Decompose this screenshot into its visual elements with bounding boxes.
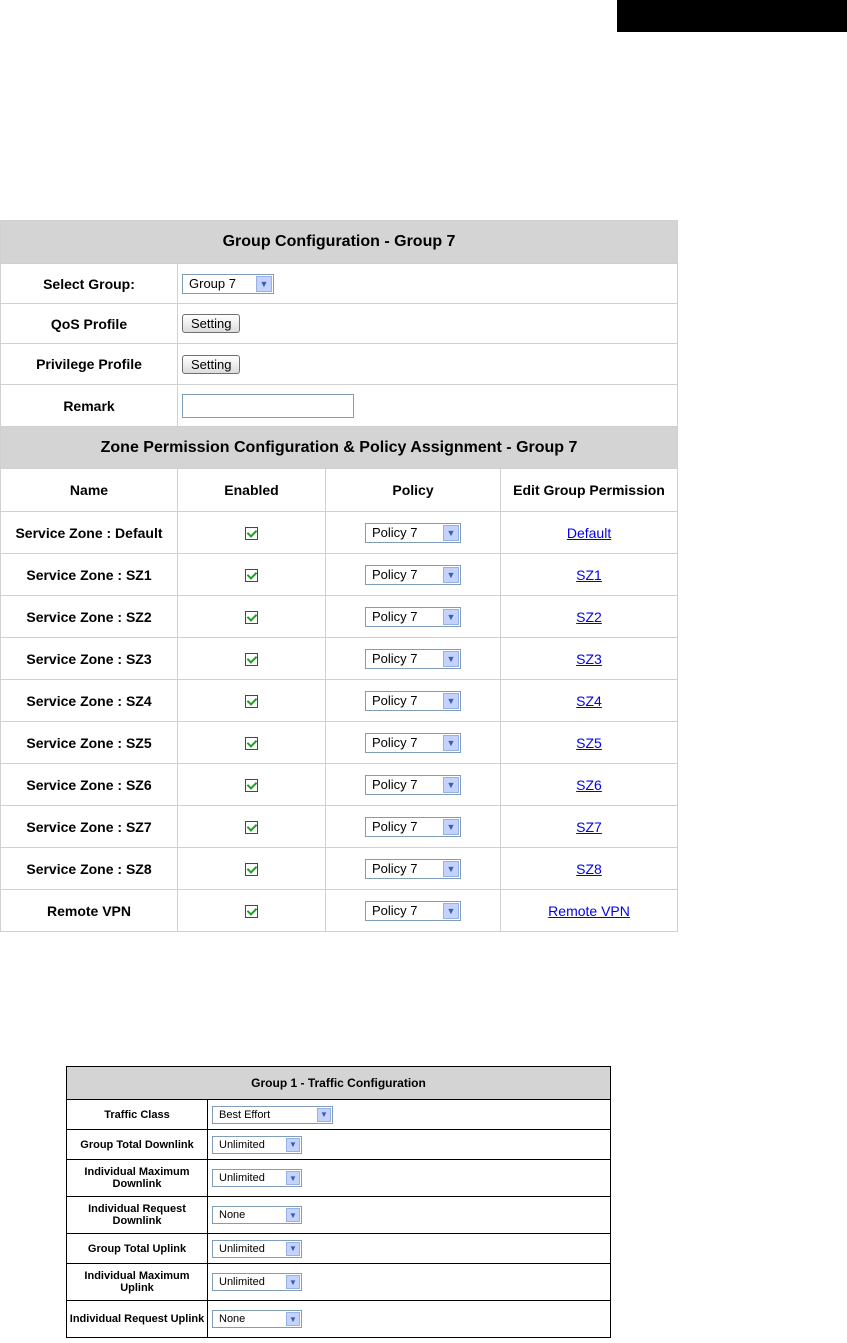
- traffic-dropdown[interactable]: [212, 1206, 302, 1224]
- qos-profile-row: [1, 304, 678, 344]
- traffic-value: None: [219, 1313, 246, 1325]
- table-row: [67, 1197, 611, 1234]
- table-row: [1, 848, 678, 890]
- edit-permission-link[interactable]: SZ3: [576, 650, 602, 667]
- qos-profile-label: QoS Profile: [1, 304, 178, 344]
- policy-value: Policy 7: [372, 819, 418, 834]
- chevron-down-icon: ▼: [443, 819, 459, 835]
- policy-value: Policy 7: [372, 735, 418, 750]
- traffic-dropdown[interactable]: [212, 1310, 302, 1328]
- column-header-enabled: Enabled: [178, 469, 326, 512]
- edit-permission-link[interactable]: SZ8: [576, 860, 602, 877]
- traffic-configuration-table: [66, 1066, 611, 1338]
- traffic-label: Group Total Downlink: [67, 1130, 208, 1160]
- table-row: [67, 1100, 611, 1130]
- policy-value: Policy 7: [372, 525, 418, 540]
- chevron-down-icon: ▼: [443, 735, 459, 751]
- chevron-down-icon: ▼: [443, 525, 459, 541]
- select-group-row: [1, 264, 678, 304]
- table-row: [1, 554, 678, 596]
- enabled-checkbox[interactable]: [245, 653, 258, 666]
- zone-config-header: [1, 427, 678, 469]
- edit-permission-link[interactable]: SZ7: [576, 818, 602, 835]
- table-row: [67, 1234, 611, 1264]
- policy-dropdown[interactable]: [365, 775, 461, 795]
- table-row: [1, 638, 678, 680]
- remark-row: [1, 385, 678, 427]
- edit-permission-link[interactable]: SZ5: [576, 734, 602, 751]
- policy-dropdown[interactable]: [365, 649, 461, 669]
- zone-name: Service Zone : SZ4: [1, 680, 178, 722]
- policy-value: Policy 7: [372, 777, 418, 792]
- policy-dropdown[interactable]: [365, 607, 461, 627]
- traffic-config-header: [67, 1067, 611, 1100]
- edit-permission-link[interactable]: SZ2: [576, 608, 602, 625]
- enabled-checkbox[interactable]: [245, 569, 258, 582]
- enabled-checkbox[interactable]: [245, 527, 258, 540]
- table-row: [1, 722, 678, 764]
- table-row: [67, 1301, 611, 1338]
- policy-value: Policy 7: [372, 567, 418, 582]
- policy-dropdown[interactable]: [365, 817, 461, 837]
- chevron-down-icon: ▼: [443, 777, 459, 793]
- group-configuration-table: [0, 220, 678, 932]
- chevron-down-icon: ▼: [256, 276, 272, 292]
- group-config-title: Group Configuration - Group 7: [1, 221, 678, 264]
- select-group-dropdown[interactable]: [182, 274, 274, 294]
- chevron-down-icon: ▼: [443, 693, 459, 709]
- zone-config-title: Zone Permission Configuration & Policy Assignment - Group 7: [1, 427, 678, 469]
- remark-input[interactable]: [182, 394, 354, 418]
- zone-name: Service Zone : Default: [1, 512, 178, 554]
- chevron-down-icon: ▼: [286, 1242, 300, 1256]
- chevron-down-icon: ▼: [286, 1171, 300, 1185]
- policy-dropdown[interactable]: [365, 901, 461, 921]
- zone-name: Service Zone : SZ5: [1, 722, 178, 764]
- zone-name: Service Zone : SZ7: [1, 806, 178, 848]
- table-row: [67, 1130, 611, 1160]
- enabled-checkbox[interactable]: [245, 821, 258, 834]
- policy-dropdown[interactable]: [365, 733, 461, 753]
- table-row: [67, 1264, 611, 1301]
- traffic-label: Individual Request Downlink: [67, 1197, 208, 1234]
- privilege-setting-button[interactable]: Setting: [182, 355, 240, 374]
- policy-value: Policy 7: [372, 693, 418, 708]
- table-row: [1, 806, 678, 848]
- traffic-config-title: Group 1 - Traffic Configuration: [67, 1067, 611, 1100]
- traffic-label: Traffic Class: [67, 1100, 208, 1130]
- edit-permission-link[interactable]: SZ6: [576, 776, 602, 793]
- column-header-edit-permission: Edit Group Permission: [501, 469, 678, 512]
- enabled-checkbox[interactable]: [245, 779, 258, 792]
- table-row: [1, 764, 678, 806]
- traffic-label: Individual Request Uplink: [67, 1301, 208, 1338]
- traffic-value: Best Effort: [219, 1108, 271, 1121]
- zone-name: Service Zone : SZ3: [1, 638, 178, 680]
- policy-value: Policy 7: [372, 651, 418, 666]
- table-row: [67, 1160, 611, 1197]
- traffic-dropdown[interactable]: [212, 1136, 302, 1154]
- zone-name: Service Zone : SZ6: [1, 764, 178, 806]
- chevron-down-icon: ▼: [443, 567, 459, 583]
- traffic-label: Individual Maximum Downlink: [67, 1160, 208, 1197]
- enabled-checkbox[interactable]: [245, 611, 258, 624]
- zone-name: Service Zone : SZ2: [1, 596, 178, 638]
- traffic-value: Unlimited: [219, 1276, 265, 1288]
- chevron-down-icon: ▼: [443, 903, 459, 919]
- select-group-value: Group 7: [189, 276, 236, 291]
- chevron-down-icon: ▼: [286, 1138, 300, 1152]
- policy-dropdown[interactable]: [365, 691, 461, 711]
- traffic-dropdown[interactable]: [212, 1169, 302, 1187]
- table-row: [1, 890, 678, 932]
- table-row: [1, 680, 678, 722]
- policy-value: Policy 7: [372, 903, 418, 918]
- traffic-dropdown[interactable]: [212, 1273, 302, 1291]
- enabled-checkbox[interactable]: [245, 905, 258, 918]
- policy-dropdown[interactable]: [365, 859, 461, 879]
- edit-permission-link[interactable]: SZ1: [576, 566, 602, 583]
- remark-label: Remark: [1, 385, 178, 427]
- privilege-profile-row: [1, 344, 678, 385]
- policy-value: Policy 7: [372, 861, 418, 876]
- chevron-down-icon: ▼: [443, 609, 459, 625]
- enabled-checkbox[interactable]: [245, 695, 258, 708]
- traffic-value: Unlimited: [219, 1138, 265, 1151]
- traffic-dropdown[interactable]: [212, 1240, 302, 1258]
- page-corner-tab: [617, 0, 847, 32]
- traffic-dropdown[interactable]: [212, 1106, 333, 1124]
- traffic-value: None: [219, 1209, 246, 1221]
- traffic-label: Individual Maximum Uplink: [67, 1264, 208, 1301]
- privilege-profile-label: Privilege Profile: [1, 344, 178, 385]
- table-row: [1, 596, 678, 638]
- zone-name: Service Zone : SZ8: [1, 848, 178, 890]
- zone-name: Remote VPN: [1, 890, 178, 932]
- select-group-label: Select Group:: [1, 264, 178, 304]
- chevron-down-icon: ▼: [286, 1208, 300, 1222]
- zone-column-headers: [1, 469, 678, 512]
- qos-setting-button[interactable]: Setting: [182, 314, 240, 333]
- chevron-down-icon: ▼: [443, 861, 459, 877]
- zone-name: Service Zone : SZ1: [1, 554, 178, 596]
- chevron-down-icon: ▼: [286, 1275, 300, 1289]
- group-config-header: [1, 221, 678, 264]
- policy-dropdown[interactable]: [365, 523, 461, 543]
- policy-value: Policy 7: [372, 609, 418, 624]
- table-row: [1, 512, 678, 554]
- column-header-name: Name: [1, 469, 178, 512]
- traffic-value: Unlimited: [219, 1172, 265, 1184]
- chevron-down-icon: ▼: [443, 651, 459, 667]
- chevron-down-icon: ▼: [317, 1108, 331, 1122]
- enabled-checkbox[interactable]: [245, 737, 258, 750]
- chevron-down-icon: ▼: [286, 1312, 300, 1326]
- edit-permission-link[interactable]: SZ4: [576, 692, 602, 709]
- traffic-value: Unlimited: [219, 1242, 265, 1255]
- edit-permission-link[interactable]: Remote VPN: [548, 902, 630, 919]
- enabled-checkbox[interactable]: [245, 863, 258, 876]
- edit-permission-link[interactable]: Default: [566, 524, 612, 541]
- policy-dropdown[interactable]: [365, 565, 461, 585]
- column-header-policy: Policy: [326, 469, 501, 512]
- traffic-label: Group Total Uplink: [67, 1234, 208, 1264]
